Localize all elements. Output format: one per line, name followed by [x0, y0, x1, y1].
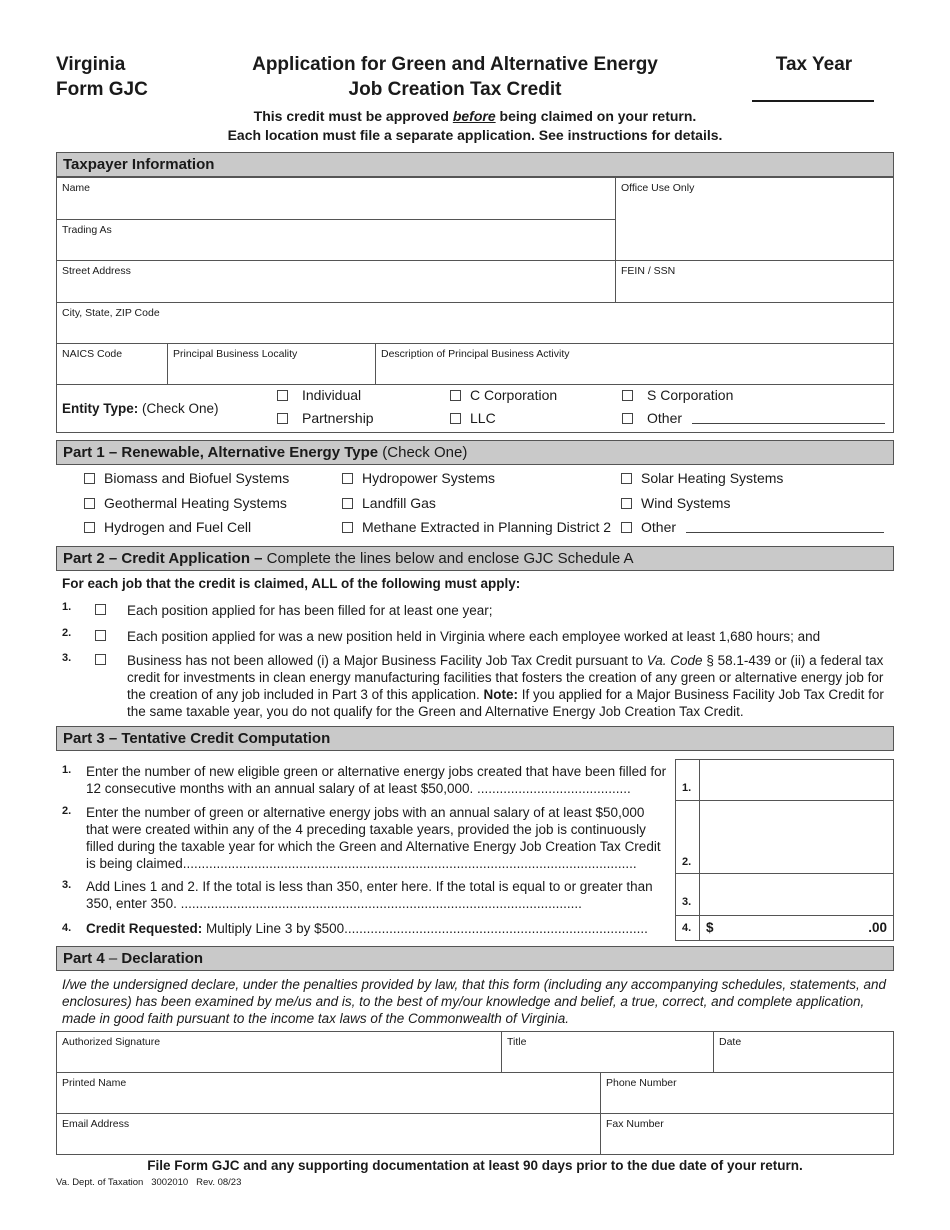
checkbox[interactable] [621, 522, 632, 533]
entity-other[interactable]: Other [622, 410, 885, 426]
filing-note: File Form GJC and any supporting documentation at least 90 days prior to the due date of your return. [147, 1158, 803, 1173]
checkbox[interactable] [277, 390, 288, 401]
line-2-text: Enter the number of green or alternative energy jobs with an annual salary of at least $50,000 that were created within any of the 4 preceding taxable years, provided the job is continuously filled during the taxable year for which the Green and Alternative Energy Job Creation Tax Credit is being claimed......................................................................................................................... [86, 805, 661, 871]
line-number: 4. [62, 922, 72, 934]
req-3-checkbox[interactable] [95, 654, 106, 665]
checkbox[interactable] [450, 390, 461, 401]
trading-as-field[interactable]: Trading As [62, 224, 112, 236]
naics-code-field[interactable]: NAICS Code [62, 348, 123, 360]
energy-geothermal[interactable]: Geothermal Heating Systems [84, 495, 287, 511]
checkbox[interactable] [342, 498, 353, 509]
form-number: Form GJC [56, 79, 148, 100]
fax-field[interactable]: Fax Number [606, 1118, 664, 1130]
printed-name-field[interactable]: Printed Name [62, 1077, 127, 1089]
tax-year-field[interactable] [752, 100, 874, 102]
dollar-sign: $ [706, 920, 714, 935]
business-locality-field[interactable]: Principal Business Locality [173, 348, 298, 360]
energy-biomass[interactable]: Biomass and Biofuel Systems [84, 470, 289, 486]
req-3-text: Business has not been allowed (i) a Major Business Facility Job Tax Credit pursuant to Va. Code § 58.1-439 or (ii) a federal tax credit for investments in clean energy manufacturing facilities that fosters the creation of any green or alternative energy job for the creation of any job included in Part 3 of this application. Note: If you applied for a Major Business Facility Job Tax Credit for the same taxable year, you do not qualify for the Green and Alternative Energy Job Creation Tax Credit. [127, 653, 884, 719]
form-id [56, 52, 148, 102]
entity-s-corporation[interactable]: S Corporation [622, 387, 733, 403]
business-activity-field[interactable]: Description of Principal Business Activity [381, 348, 570, 360]
fein-ssn-field[interactable]: FEIN / SSN [621, 265, 676, 277]
street-address-field[interactable]: Street Address [62, 265, 131, 277]
energy-wind[interactable]: Wind Systems [621, 495, 730, 511]
line-3-input[interactable] [700, 874, 893, 915]
line-number: 1. [62, 764, 72, 776]
part1-header: Part 1 – Renewable, Alternative Energy Type (Check One) [56, 440, 894, 465]
form-revision: Va. Dept. of Taxation 3002010 Rev. 08/23 [56, 1177, 242, 1188]
energy-hydropower[interactable]: Hydropower Systems [342, 470, 495, 486]
checkbox[interactable] [342, 473, 353, 484]
checkbox[interactable] [621, 498, 632, 509]
tax-year-label: Tax Year [775, 54, 853, 75]
line-number: 3. [62, 879, 72, 891]
taxpayer-section-header: Taxpayer Information [56, 152, 894, 177]
checkbox[interactable] [450, 413, 461, 424]
req-number: 2. [62, 627, 72, 639]
part3-header: Part 3 – Tentative Credit Computation [56, 726, 894, 751]
entity-c-corporation[interactable]: C Corporation [450, 387, 557, 403]
page-title: Application for Green and Alternative Energy Job Creation Tax Credit [252, 54, 658, 100]
date-field[interactable]: Date [719, 1036, 742, 1048]
phone-field[interactable]: Phone Number [606, 1077, 677, 1089]
req-2-text: Each position applied for was a new position held in Virginia where each employee worked at least 1,680 hours; and [127, 629, 821, 644]
declaration-text: I/we the undersigned declare, under the penalties provided by law, that this form (including any accompanying schedules, statements, and enclosures) has been examined by me/us and is, to the best of my/our knowledge and belief, a true, correct, and complete application, made in good faith pursuant to the income tax laws of the Commonwealth of Virginia. [62, 977, 886, 1026]
line-2-input[interactable] [700, 801, 893, 873]
credit-requested-input[interactable] [700, 916, 893, 940]
checkbox[interactable] [84, 498, 95, 509]
line-4-text: Credit Requested: Multiply Line 3 by $500................................................................................. [86, 921, 648, 936]
energy-other-input[interactable] [686, 521, 884, 533]
part4-header: Part 4 – Declaration [56, 946, 894, 971]
checkbox[interactable] [342, 522, 353, 533]
line-3-box-label: 3. [682, 896, 692, 908]
city-state-zip-field[interactable]: City, State, ZIP Code [62, 307, 160, 319]
checkbox[interactable] [84, 473, 95, 484]
cents-label: .00 [868, 920, 887, 935]
line-number: 2. [62, 805, 72, 817]
req-1-checkbox[interactable] [95, 604, 106, 615]
line-2-box-label: 2. [682, 856, 692, 868]
state-name: Virginia [56, 54, 126, 75]
entity-partnership[interactable]: Partnership [277, 410, 374, 426]
energy-hydrogen[interactable]: Hydrogen and Fuel Cell [84, 519, 251, 535]
energy-other[interactable]: Other [621, 519, 884, 535]
energy-methane[interactable]: Methane Extracted in Planning District 2 [342, 519, 611, 535]
energy-solar-heating[interactable]: Solar Heating Systems [621, 470, 783, 486]
req-1-text: Each position applied for has been filled for at least one year; [127, 603, 493, 618]
email-field[interactable]: Email Address [62, 1118, 130, 1130]
checkbox[interactable] [277, 413, 288, 424]
signature-field[interactable]: Authorized Signature [62, 1036, 161, 1048]
checkbox[interactable] [622, 390, 633, 401]
entity-other-input[interactable] [692, 412, 885, 424]
line-1-box-label: 1. [682, 782, 692, 794]
entity-type-label: Entity Type: (Check One) [62, 401, 219, 416]
office-use-field: Office Use Only [621, 182, 695, 194]
req-number: 3. [62, 652, 72, 664]
checkbox[interactable] [621, 473, 632, 484]
energy-landfill-gas[interactable]: Landfill Gas [342, 495, 436, 511]
entity-individual[interactable]: Individual [277, 387, 361, 403]
checkbox[interactable] [84, 522, 95, 533]
subtitle-approval: This credit must be approved before being claimed on your return. [253, 108, 697, 124]
req-2-checkbox[interactable] [95, 630, 106, 641]
line-1-text: Enter the number of new eligible green or alternative energy jobs created that have been filled for 12 consecutive months with an annual salary of at least $50,000. ......................................... [86, 764, 667, 796]
part2-intro: For each job that the credit is claimed, ALL of the following must apply: [62, 576, 521, 591]
name-field[interactable]: Name [62, 182, 91, 194]
title-field[interactable]: Title [507, 1036, 527, 1048]
entity-llc[interactable]: LLC [450, 410, 496, 426]
line-3-text: Add Lines 1 and 2. If the total is less than 350, enter here. If the total is equal to or greater than 350, enter 350. ........................................................................................................... [86, 879, 653, 911]
subtitle-location: Each location must file a separate application. See instructions for details. [227, 127, 723, 143]
checkbox[interactable] [622, 413, 633, 424]
line-1-input[interactable] [700, 760, 893, 800]
req-number: 1. [62, 601, 72, 613]
line-4-box-label: 4. [682, 922, 692, 934]
part2-header: Part 2 – Credit Application – Complete the lines below and enclose GJC Schedule A [56, 546, 894, 571]
